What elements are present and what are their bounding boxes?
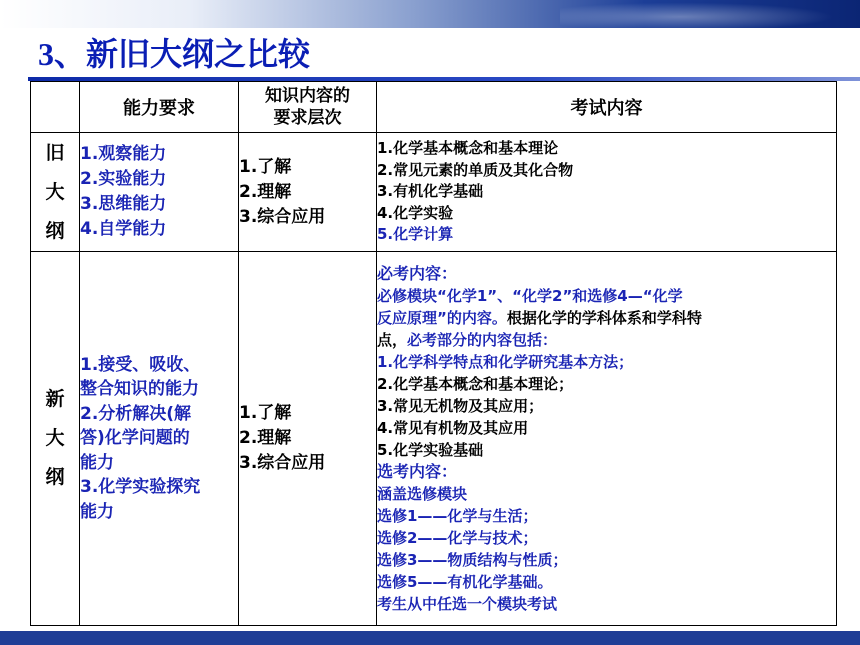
text-part: 必考部分的内容包括：: [407, 330, 558, 349]
table-header-row: [31, 82, 837, 133]
header-level-line-1: 知识内容的: [265, 86, 350, 106]
list-item-mixed: [377, 329, 836, 351]
row-label-char: 大: [45, 427, 65, 449]
list-item: 3.综合应用: [239, 453, 326, 473]
text-part: 点，: [377, 330, 408, 349]
table-row-old: [31, 133, 837, 252]
list-item: 选修5——有机化学基础。: [377, 572, 553, 591]
old-exam-content: [377, 133, 837, 252]
list-item: 答)化学问题的: [80, 428, 190, 449]
list-item: 必修模块“化学1”、“化学2”和选修4—“化学: [377, 286, 683, 305]
list-item: 整合知识的能力: [80, 379, 199, 400]
list-item: 3.有机化学基础: [377, 182, 484, 201]
list-item: 3.化学实验探究: [80, 477, 201, 498]
text-part: 根据化学的学科体系和学科特: [506, 308, 702, 327]
list-item-mixed: [377, 307, 836, 329]
list-item: 考生从中任选一个模块考试: [377, 594, 558, 613]
old-abilities: [80, 133, 239, 252]
comparison-table: [30, 81, 837, 626]
header-ability: 能力要求: [80, 82, 239, 133]
list-item: 3.常见无机物及其应用；: [377, 396, 544, 415]
list-item: 涵盖选修模块: [377, 484, 468, 503]
row-label-char: 旧: [45, 141, 65, 164]
list-item: 3.思维能力: [80, 194, 167, 214]
section-title-elective: 选考内容：: [377, 461, 458, 481]
list-item: 4.化学实验: [377, 203, 454, 222]
list-item: 5.化学实验基础: [377, 440, 484, 459]
row-label-new: [31, 252, 80, 626]
header-exam: 考试内容: [377, 82, 837, 133]
header-level-line-2: 要求层次: [273, 108, 342, 128]
row-label-char: 新: [45, 388, 65, 410]
section-title-required: 必考内容：: [377, 263, 458, 283]
list-item: 2.理解: [239, 181, 292, 202]
new-abilities: [80, 252, 239, 626]
list-item: 2.理解: [239, 428, 292, 448]
list-item: 2.分析解决(解: [80, 403, 192, 424]
banner-flare: [560, 0, 860, 28]
list-item: 1.接受、吸收、: [80, 354, 201, 375]
list-item: 选修1——化学与生活；: [377, 506, 538, 525]
list-item: 2.常见元素的单质及其化合物: [377, 160, 574, 179]
list-item: 1.了解: [239, 403, 292, 423]
list-item: 选修2——化学与技术；: [377, 528, 538, 547]
header-empty-cell: [31, 82, 80, 133]
list-item: 2.实验能力: [80, 169, 167, 189]
list-item: 1.了解: [239, 156, 292, 177]
slide-title: 3、新旧大纲之比较: [38, 36, 311, 72]
list-item: 能力: [80, 501, 114, 522]
row-label-char: 纲: [45, 466, 65, 488]
row-label-char: 大: [45, 180, 65, 203]
list-item: 1.化学基本概念和基本理论: [377, 139, 559, 158]
text-part: 反应原理”的内容。: [377, 308, 507, 327]
list-item: 4.常见有机物及其应用: [377, 418, 529, 437]
new-levels: [239, 252, 377, 626]
list-item: 选修3——物质结构与性质；: [377, 550, 568, 569]
row-label-old: [31, 133, 80, 252]
row-label-char: 纲: [45, 219, 65, 242]
list-item: 2.化学基本概念和基本理论；: [377, 374, 574, 393]
old-levels: [239, 133, 377, 252]
table-row-new: [31, 252, 837, 626]
top-banner: [0, 0, 860, 28]
list-item: 3.综合应用: [239, 206, 326, 227]
list-item: 能力: [80, 452, 114, 473]
header-level: [239, 82, 377, 133]
new-exam-content: [377, 252, 837, 626]
list-item: 1.化学科学特点和化学研究基本方法；: [377, 352, 634, 371]
list-item: 1.观察能力: [80, 144, 167, 164]
list-item: 5.化学计算: [377, 225, 454, 244]
bottom-banner: [0, 631, 860, 645]
list-item: 4.自学能力: [80, 219, 167, 239]
